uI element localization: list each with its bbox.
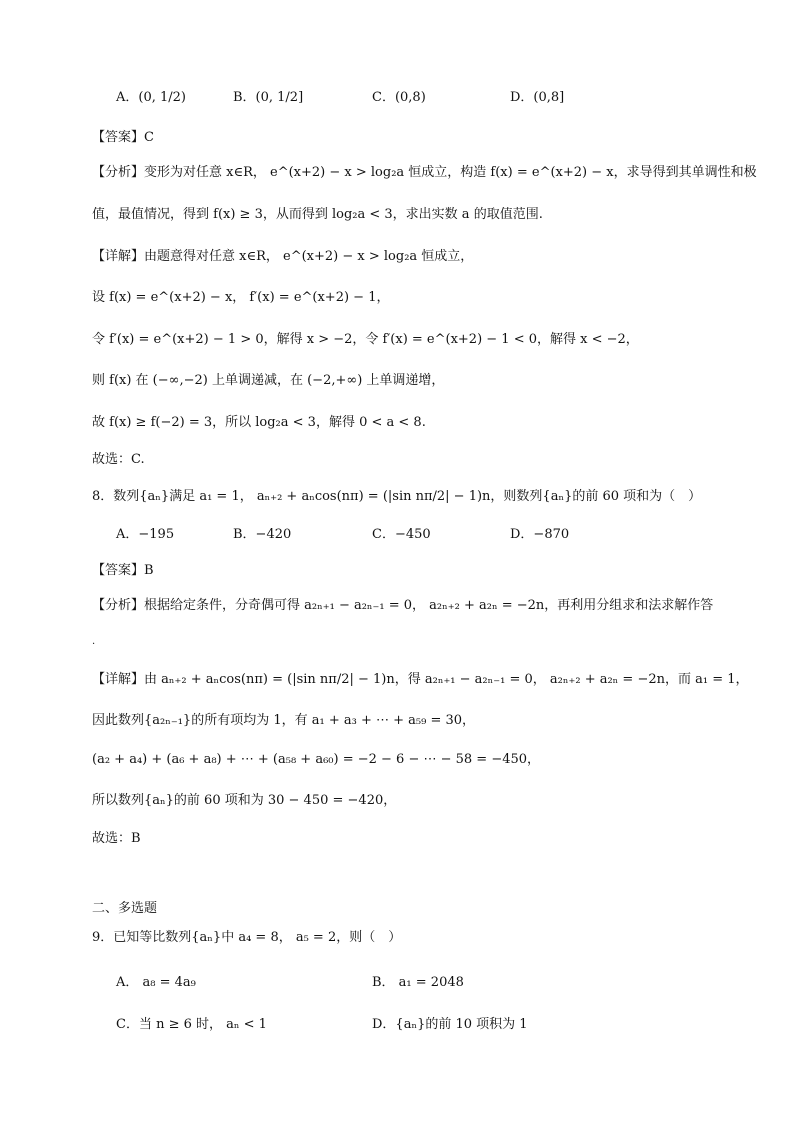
q7-detail-line-3: 令 f′(x) = e^(x+2) − 1 > 0，解得 x > −2，令 f′(x) = e^(x+2) − 1 < 0，解得 x < −2， <box>92 332 639 347</box>
q9-option-c: C．当 n ≥ 6 时， aₙ < 1 <box>116 1017 267 1032</box>
q7-analysis-line-1 <box>92 163 757 183</box>
q7-option-a: A．(0, 1/2) <box>116 90 186 105</box>
q9-option-d: D．{aₙ}的前 10 项积为 1 <box>372 1017 528 1032</box>
detail-text: 由题意得对任意 x∈R， e^(x+2) − x > log₂a 恒成立， <box>144 249 474 264</box>
q8-option-a: A．−195 <box>116 527 175 542</box>
q7-detail-line-1 <box>92 247 473 267</box>
q7-answer <box>92 128 154 148</box>
q7-option-d: D．(0,8] <box>510 90 565 105</box>
q9-stem: 9．已知等比数列{aₙ}中 a₄ = 8， a₅ = 2，则（ ） <box>92 930 402 945</box>
q8-analysis <box>92 596 713 616</box>
q8-detail-line-3: (a₂ + a₄) + (a₆ + a₈) + ⋯ + (a₅₈ + a₆₀) = −2 − 6 − ⋯ − 58 = −450， <box>92 752 541 767</box>
q7-detail-line-4: 则 f(x) 在 (−∞,−2) 上单调递减，在 (−2,+∞) 上单调递增， <box>92 373 445 388</box>
q7-detail-line-5: 故 f(x) ≥ f(−2) = 3，所以 log₂a < 3，解得 0 < a < 8. <box>92 415 426 430</box>
q7-analysis-line-2: 值，最值情况，得到 f(x) ≥ 3，从而得到 log₂a < 3，求出实数 a 的取值范围. <box>92 207 543 222</box>
answer-tag: 【答案】 <box>92 130 145 145</box>
q8-stem: 8．数列{aₙ}满足 a₁ = 1， aₙ₊₂ + aₙcos(nπ) = (|sin nπ/2| − 1)n，则数列{aₙ}的前 60 项和为（ ） <box>92 489 702 504</box>
detail-tag: 【详解】 <box>92 672 145 687</box>
answer-value: B <box>144 563 154 578</box>
analysis-tag: 【分析】 <box>92 598 145 613</box>
q7-detail-line-6: 故选：C. <box>92 452 145 467</box>
q8-detail-line-1 <box>92 670 749 690</box>
q8-option-b: B．−420 <box>233 527 292 542</box>
q8-option-c: C．−450 <box>372 527 431 542</box>
q7-option-b: B．(0, 1/2] <box>233 90 304 105</box>
analysis-text: 变形为对任意 x∈R， e^(x+2) − x > log₂a 恒成立，构造 f(x) = e^(x+2) − x，求导得到其单调性和极 <box>144 165 757 180</box>
q7-detail-line-2: 设 f(x) = e^(x+2) − x， f′(x) = e^(x+2) − 1， <box>92 290 390 305</box>
q8-detail-line-2: 因此数列{a₂ₙ₋₁}的所有项均为 1，有 a₁ + a₃ + ⋯ + a₅₉ = 30， <box>92 713 476 728</box>
q9-option-b: B． a₁ = 2048 <box>372 975 464 990</box>
q8-detail-line-4: 所以数列{aₙ}的前 60 项和为 30 − 450 = −420， <box>92 793 397 808</box>
answer-value: C <box>144 130 154 145</box>
q7-option-c: C．(0,8) <box>372 90 426 105</box>
section-title: 二、多选题 <box>92 901 158 916</box>
q8-option-d: D．−870 <box>510 527 570 542</box>
q8-answer <box>92 561 154 581</box>
detail-text: 由 aₙ₊₂ + aₙcos(nπ) = (|sin nπ/2| − 1)n，得 a₂ₙ₊₁ − a₂ₙ₋₁ = 0， a₂ₙ₊₂ + a₂ₙ = −2n，而 a₁ = 1， <box>144 672 749 687</box>
q8-analysis-dot: . <box>92 636 96 647</box>
q8-detail-line-5: 故选：B <box>92 831 141 846</box>
analysis-text: 根据给定条件，分奇偶可得 a₂ₙ₊₁ − a₂ₙ₋₁ = 0， a₂ₙ₊₂ + a₂ₙ = −2n，再利用分组求和法求解作答 <box>144 598 714 613</box>
q9-option-a: A． a₈ = 4a₉ <box>116 975 196 990</box>
analysis-tag: 【分析】 <box>92 165 145 180</box>
detail-tag: 【详解】 <box>92 249 145 264</box>
answer-tag: 【答案】 <box>92 563 145 578</box>
